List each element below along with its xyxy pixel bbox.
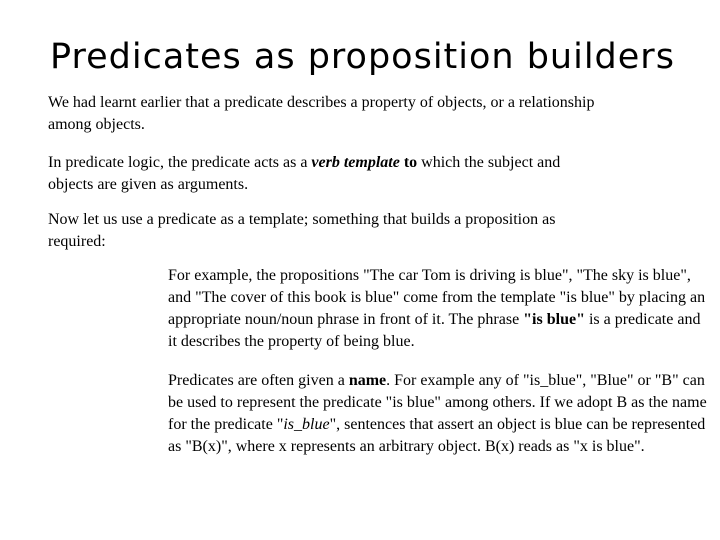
- text-run: which the subject and objects are given as arguments.: [48, 154, 561, 193]
- text-run: Predicates are often given a: [168, 372, 349, 389]
- paragraph-example: [168, 265, 708, 353]
- paragraph-predicate-names: [168, 370, 708, 458]
- text-run: . For example any of "is_blue", "Blue" or "B" can be used to represent the predicate "is blue" among others. If we adopt B as the name for the predicate ": [168, 372, 707, 433]
- paragraph-predicate-definition: We had learnt earlier that a predicate describes a property of objects, or a relationship among objects.: [48, 94, 595, 133]
- emphasis-name: name: [348, 372, 387, 389]
- text-run: is a predicate and it describes the property of being blue.: [168, 311, 701, 350]
- emphasis-to: to: [403, 154, 418, 171]
- emphasis-is-blue: "is blue": [523, 311, 585, 328]
- slide-title: Predicates as proposition builders: [50, 37, 675, 77]
- emphasis-is-blue-name: is_blue: [283, 416, 330, 433]
- paragraph-verb-template: [48, 152, 608, 196]
- paragraph-template-intro: Now let us use a predicate as a template; something that builds a proposition as required:: [48, 211, 556, 250]
- text-run: For example, the propositions "The car Tom is driving is blue", "The sky is blue", and "The cover of this book is blue" come from the template "is blue" by placing an appropriate noun/noun phrase in front of it. The phrase: [168, 267, 706, 328]
- text-run: ", sentences that assert an object is blue can be represented as "B(x)", where x represents an arbitrary object. B(x) reads as "x is blue".: [168, 416, 706, 455]
- emphasis-verb-template: verb template: [311, 154, 400, 171]
- text-run: In predicate logic, the predicate acts as a: [48, 154, 312, 171]
